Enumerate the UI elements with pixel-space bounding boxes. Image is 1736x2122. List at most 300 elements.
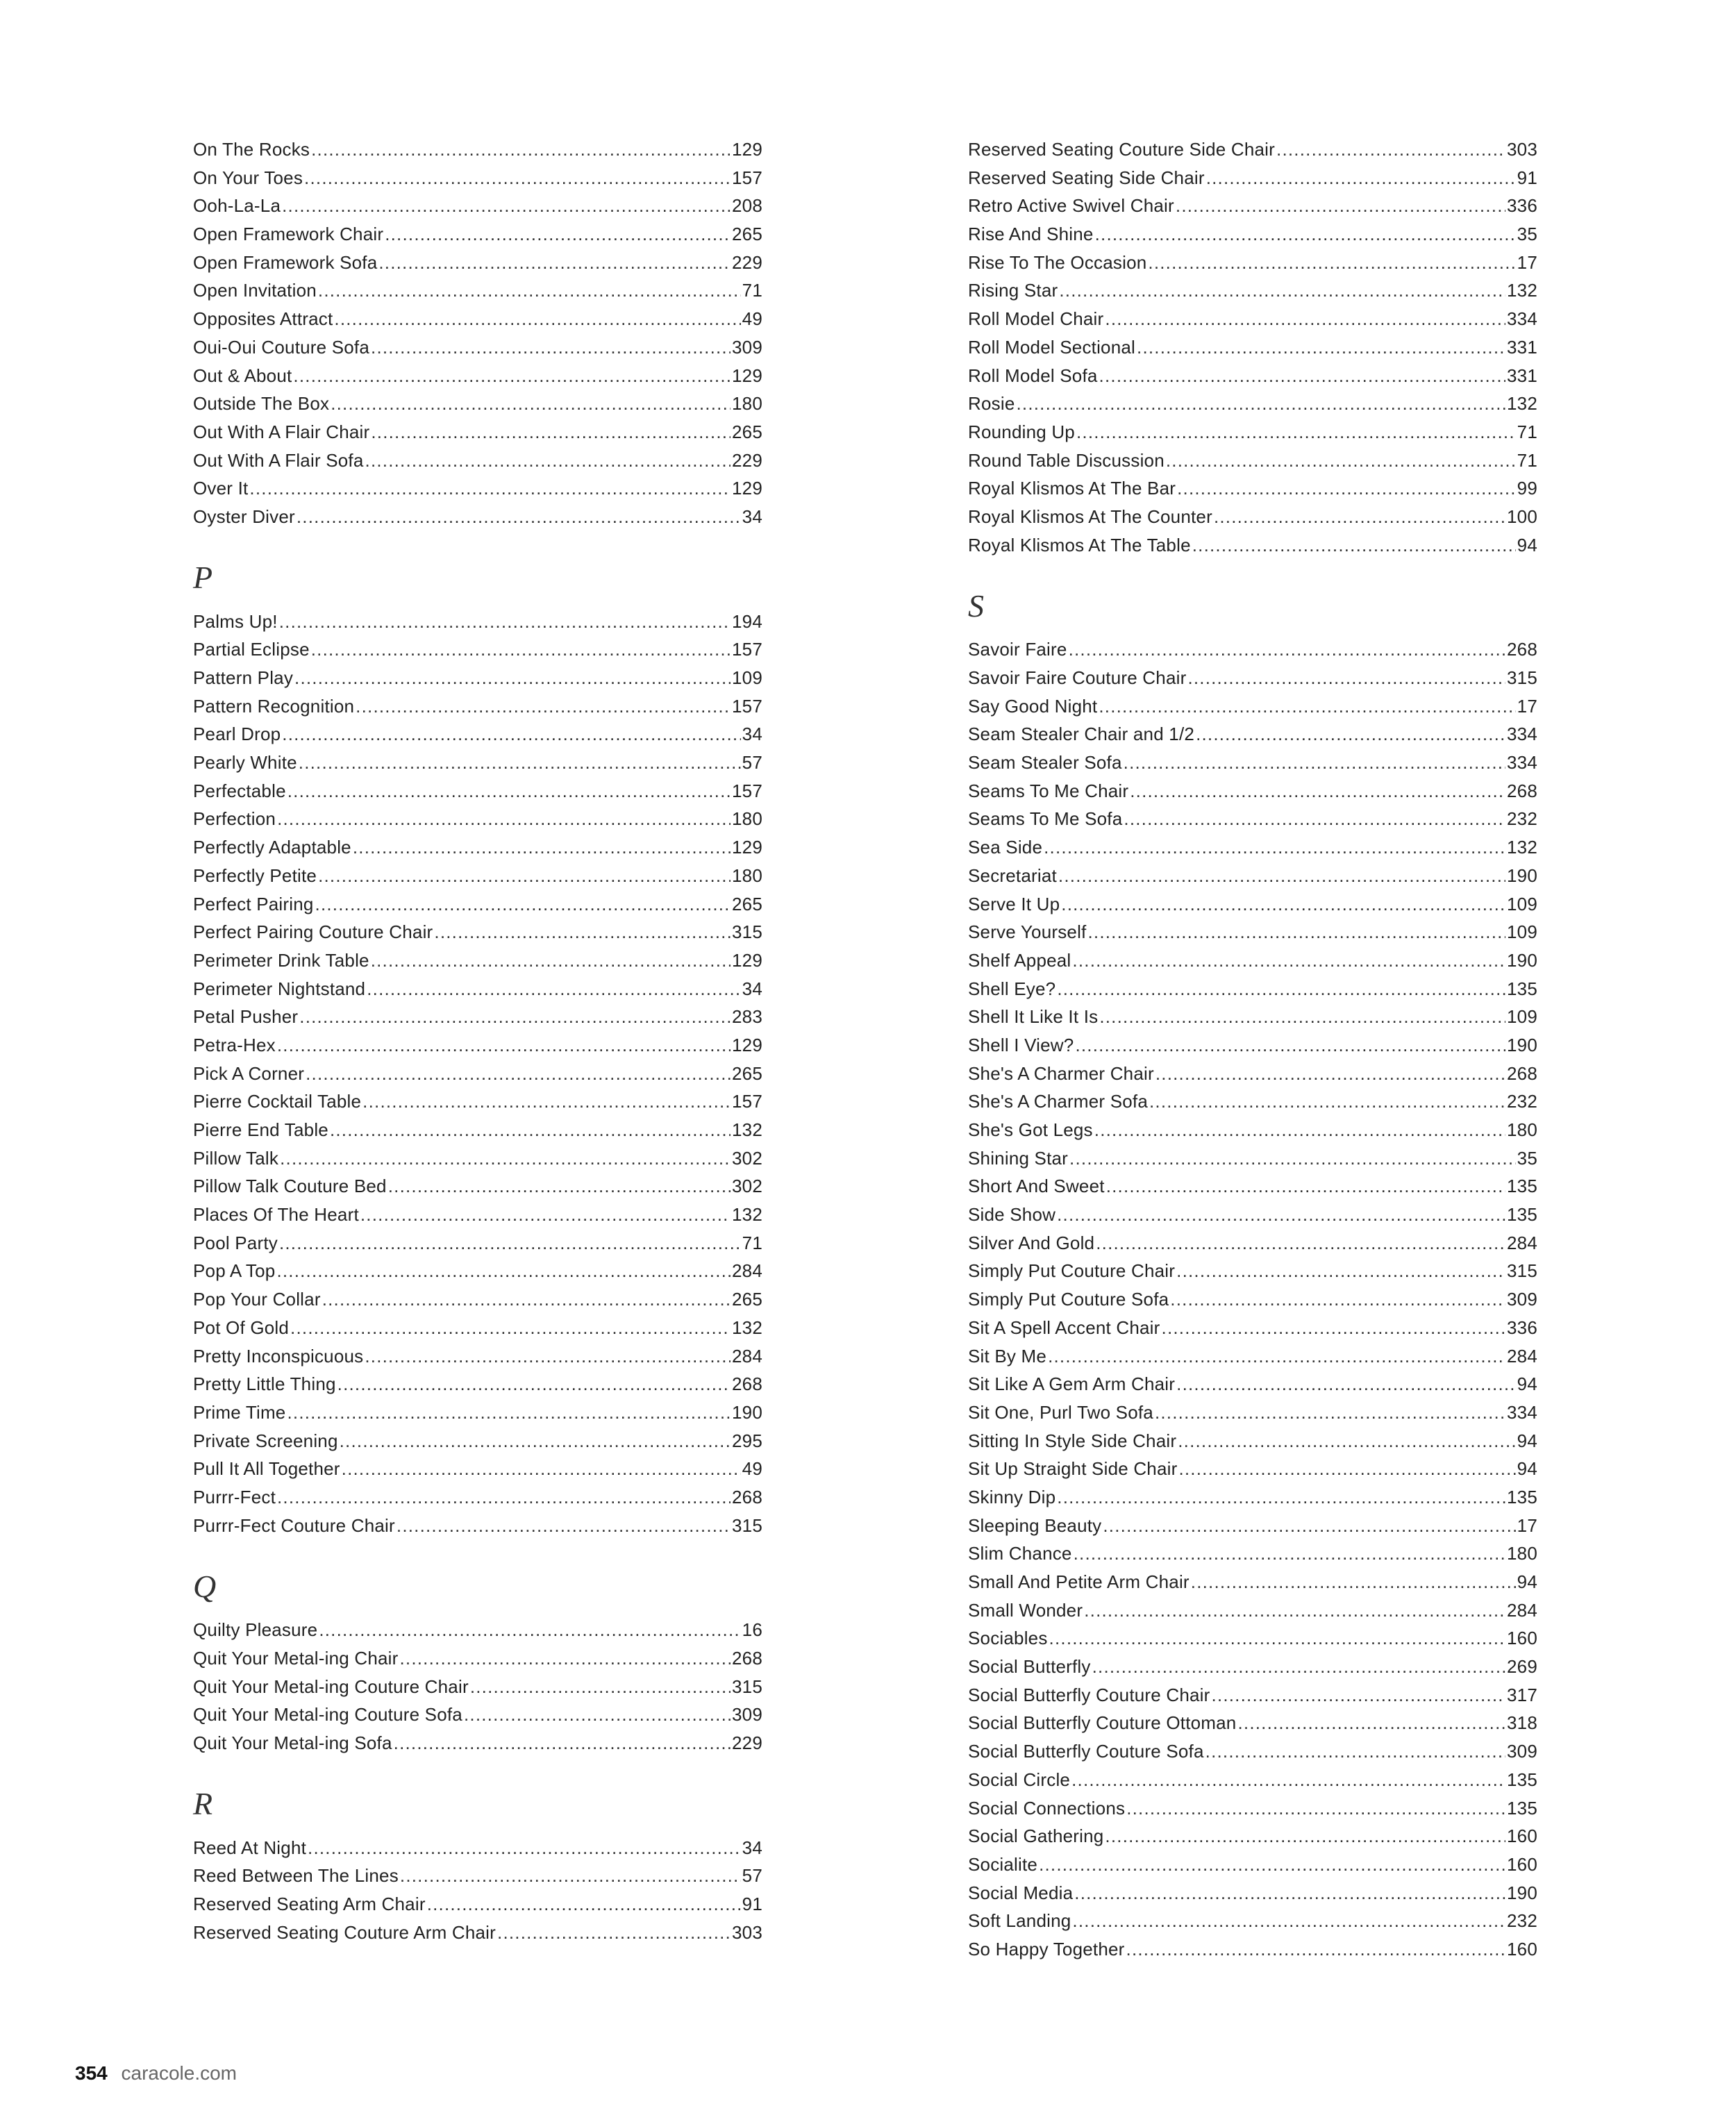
entry-name: Rounding Up <box>968 421 1075 442</box>
index-entry <box>968 393 1537 421</box>
entry-page: 268 <box>1507 780 1537 801</box>
index-entry <box>193 365 762 394</box>
entry-name: Pierre Cocktail Table <box>193 1091 362 1112</box>
dot-leader <box>279 611 731 633</box>
index-entry <box>968 1882 1537 1911</box>
index-entry <box>968 1063 1537 1092</box>
entry-page: 160 <box>1507 1853 1537 1875</box>
index-entry <box>968 1543 1537 1571</box>
entry-name: Partial Eclipse <box>193 639 310 660</box>
index-entry <box>193 337 762 365</box>
dot-leader <box>1057 1487 1505 1508</box>
dot-leader <box>1049 1628 1505 1649</box>
entry-name: Pattern Play <box>193 667 294 688</box>
dot-leader <box>290 1317 731 1339</box>
index-entry <box>968 1317 1537 1346</box>
entry-page: 160 <box>1507 1826 1537 1847</box>
entry-page: 331 <box>1507 336 1537 358</box>
dot-leader <box>1176 195 1505 217</box>
site-url: caracole.com <box>121 2062 237 2084</box>
dot-leader <box>1149 1091 1505 1112</box>
entry-page: 135 <box>1507 1797 1537 1819</box>
entry-page: 265 <box>732 1289 762 1310</box>
dot-leader <box>399 1648 731 1669</box>
entry-name: Sea Side <box>968 837 1043 858</box>
entry-page: 94 <box>1517 1458 1537 1480</box>
entry-page: 309 <box>732 336 762 358</box>
entry-name: Simply Put Couture Chair <box>968 1260 1176 1282</box>
entry-page: 94 <box>1517 534 1537 555</box>
entry-name: Over It <box>193 478 249 499</box>
entry-page: 334 <box>1507 308 1537 330</box>
entry-name: Sit One, Purl Two Sofa <box>968 1401 1153 1423</box>
dot-leader <box>362 1091 731 1112</box>
dot-leader <box>497 1922 731 1944</box>
entry-page: 129 <box>732 837 762 858</box>
index-entry <box>968 724 1537 752</box>
entry-name: Pearl Drop <box>193 724 281 745</box>
entry-page: 160 <box>1507 1628 1537 1649</box>
entry-name: Open Invitation <box>193 280 317 301</box>
entry-name: Rising Star <box>968 280 1058 301</box>
entry-page: 284 <box>1507 1345 1537 1367</box>
entry-name: Oyster Diver <box>193 506 295 527</box>
entry-page: 135 <box>1507 1486 1537 1507</box>
entry-page: 309 <box>1507 1741 1537 1762</box>
entry-page: 109 <box>1507 893 1537 914</box>
dot-leader <box>1074 1882 1505 1904</box>
index-entry <box>193 1148 762 1176</box>
entry-name: Soft Landing <box>968 1910 1071 1932</box>
index-entry <box>193 506 762 535</box>
dot-leader <box>1126 1939 1505 1960</box>
dot-leader <box>464 1704 731 1726</box>
dot-leader <box>1176 1260 1505 1282</box>
dot-leader <box>293 365 731 387</box>
entry-page: 317 <box>1507 1684 1537 1705</box>
index-column-right <box>968 139 1537 1967</box>
entry-page: 190 <box>1507 949 1537 971</box>
index-entry <box>968 780 1537 809</box>
entry-name: Say Good Night <box>968 695 1098 717</box>
entry-name: Perfectly Adaptable <box>193 837 351 858</box>
dot-leader <box>470 1676 731 1698</box>
index-entry <box>968 1346 1537 1374</box>
index-entry <box>193 1430 762 1459</box>
index-entry <box>968 167 1537 196</box>
entry-name: Roll Model Sectional <box>968 336 1136 358</box>
entry-page: 315 <box>732 1514 762 1536</box>
entry-name: Rise And Shine <box>968 224 1094 245</box>
entry-page: 109 <box>732 667 762 688</box>
dot-leader <box>1071 1769 1505 1791</box>
entry-name: Shelf Appeal <box>968 949 1071 971</box>
entry-name: Quit Your Metal-ing Sofa <box>193 1732 392 1754</box>
entry-name: Serve It Up <box>968 893 1060 914</box>
entry-name: Pattern Recognition <box>193 695 355 717</box>
entry-page: 180 <box>1507 1119 1537 1140</box>
entry-name: Short And Sweet <box>968 1176 1105 1197</box>
entry-page: 265 <box>732 1062 762 1084</box>
index-entry <box>193 1091 762 1119</box>
dot-leader <box>311 639 731 660</box>
index-entry <box>193 1676 762 1705</box>
entry-name: Seam Stealer Sofa <box>968 752 1122 774</box>
dot-leader <box>319 1619 740 1641</box>
entry-name: Shell I View? <box>968 1034 1074 1055</box>
index-entry <box>968 195 1537 224</box>
index-entry <box>193 837 762 865</box>
entry-page: 17 <box>1517 251 1537 273</box>
dot-leader <box>304 167 731 189</box>
entry-name: Petra-Hex <box>193 1034 276 1055</box>
entry-page: 49 <box>742 308 762 330</box>
entry-page: 71 <box>1517 449 1537 471</box>
entry-page: 157 <box>732 1091 762 1112</box>
entry-name: Quit Your Metal-ing Chair <box>193 1648 399 1669</box>
dot-leader <box>400 1865 741 1887</box>
index-entry <box>193 421 762 450</box>
dot-leader <box>1191 1571 1516 1593</box>
entry-page: 303 <box>732 1921 762 1943</box>
entry-page: 268 <box>732 1373 762 1395</box>
index-entry <box>968 1119 1537 1148</box>
entry-page: 268 <box>732 1486 762 1507</box>
dot-leader <box>308 1837 741 1859</box>
entry-name: Opposites Attract <box>193 308 333 330</box>
index-entry <box>968 506 1537 535</box>
page-footer <box>75 2062 237 2085</box>
index-entry <box>968 1148 1537 1176</box>
dot-leader <box>330 1119 731 1141</box>
entry-name: Reserved Seating Arm Chair <box>193 1894 426 1915</box>
entry-page: 336 <box>1507 195 1537 217</box>
entry-page: 135 <box>1507 978 1537 999</box>
entry-name: Reed At Night <box>193 1837 307 1858</box>
entry-name: Small Wonder <box>968 1599 1083 1621</box>
entry-name: Sit By Me <box>968 1345 1047 1367</box>
entry-name: Quit Your Metal-ing Couture Sofa <box>193 1704 462 1726</box>
entry-page: 99 <box>1517 478 1537 499</box>
index-entry <box>968 921 1537 950</box>
index-entry <box>968 667 1537 696</box>
entry-name: Ooh-La-La <box>193 195 281 217</box>
entry-page: 132 <box>732 1204 762 1226</box>
entry-page: 129 <box>732 139 762 160</box>
entry-page: 57 <box>742 752 762 774</box>
entry-page: 284 <box>1507 1599 1537 1621</box>
entry-page: 157 <box>732 780 762 801</box>
entry-name: Round Table Discussion <box>968 449 1165 471</box>
entry-name: Silver And Gold <box>968 1232 1095 1253</box>
dot-leader <box>299 1006 731 1028</box>
entry-page: 132 <box>1507 280 1537 301</box>
index-entry <box>193 1176 762 1204</box>
entry-name: Petal Pusher <box>193 1006 299 1028</box>
dot-leader <box>434 921 731 943</box>
index-entry <box>193 1837 762 1866</box>
dot-leader <box>282 724 740 745</box>
entry-page: 34 <box>742 1837 762 1858</box>
index-entry <box>968 1515 1537 1544</box>
entry-page: 35 <box>1517 224 1537 245</box>
index-entry <box>193 752 762 780</box>
entry-page: 265 <box>732 421 762 442</box>
entry-page: 157 <box>732 167 762 188</box>
index-entry <box>193 1894 762 1922</box>
entry-name: Sociables <box>968 1628 1048 1649</box>
entry-name: Reserved Seating Couture Side Chair <box>968 139 1276 160</box>
dot-leader <box>1124 808 1505 830</box>
dot-leader <box>279 1233 741 1254</box>
section-letter: Q <box>193 1568 217 1604</box>
entry-page: 334 <box>1507 1401 1537 1423</box>
dot-leader <box>1137 337 1505 358</box>
index-entry <box>968 1769 1537 1798</box>
index-entry <box>968 1741 1537 1769</box>
entry-name: Sit A Spell Accent Chair <box>968 1317 1160 1338</box>
dot-leader <box>1162 1317 1506 1339</box>
entry-name: Out With A Flair Chair <box>193 421 370 442</box>
index-entry <box>968 1233 1537 1261</box>
entry-name: Royal Klismos At The Counter <box>968 506 1212 527</box>
index-entry <box>968 478 1537 506</box>
entry-name: Social Butterfly Couture Ottoman <box>968 1712 1237 1734</box>
index-entry <box>193 808 762 837</box>
entry-page: 71 <box>1517 421 1537 442</box>
index-entry <box>968 1289 1537 1317</box>
dot-leader <box>1187 667 1505 689</box>
entry-name: Perfection <box>193 808 276 830</box>
entry-page: 71 <box>742 1232 762 1253</box>
index-entry <box>193 978 762 1007</box>
dot-leader <box>249 478 731 499</box>
entry-name: Palms Up! <box>193 610 278 632</box>
dot-leader <box>1096 1233 1505 1254</box>
entry-name: Pop Your Collar <box>193 1289 321 1310</box>
entry-name: Open Framework Sofa <box>193 251 378 273</box>
entry-name: Outside The Box <box>193 393 330 415</box>
dot-leader <box>1178 1458 1515 1480</box>
entry-page: 132 <box>732 1119 762 1140</box>
entry-page: 109 <box>1507 921 1537 943</box>
index-entry <box>968 978 1537 1007</box>
dot-leader <box>1196 724 1505 745</box>
index-entry <box>193 1458 762 1487</box>
entry-name: Social Butterfly Couture Sofa <box>968 1741 1204 1762</box>
dot-leader <box>1099 696 1515 717</box>
entry-page: 91 <box>742 1894 762 1915</box>
entry-page: 160 <box>1507 1938 1537 1960</box>
entry-page: 208 <box>732 195 762 217</box>
entry-page: 302 <box>732 1147 762 1169</box>
dot-leader <box>365 1346 731 1367</box>
index-entry <box>193 1233 762 1261</box>
index-entry <box>968 1006 1537 1035</box>
index-entry <box>193 894 762 922</box>
entry-name: Sitting In Style Side Chair <box>968 1430 1177 1451</box>
dot-leader <box>1106 1176 1505 1197</box>
dot-leader <box>427 1894 741 1915</box>
dot-leader <box>1192 535 1516 556</box>
index-entry <box>968 1656 1537 1685</box>
index-entry <box>193 1119 762 1148</box>
dot-leader <box>1205 1741 1505 1762</box>
index-entry <box>968 1402 1537 1430</box>
entry-page: 295 <box>732 1430 762 1451</box>
entry-page: 49 <box>742 1458 762 1480</box>
entry-name: Pretty Little Thing <box>193 1373 336 1395</box>
index-entry <box>193 1035 762 1063</box>
entry-name: Social Butterfly Couture Chair <box>968 1684 1210 1705</box>
entry-name: Pretty Inconspicuous <box>193 1345 364 1367</box>
dot-leader <box>337 1373 731 1395</box>
entry-name: Perimeter Drink Table <box>193 949 369 971</box>
entry-page: 190 <box>1507 1882 1537 1903</box>
entry-page: 129 <box>732 365 762 386</box>
index-entry <box>193 252 762 281</box>
dot-leader <box>1211 1685 1505 1706</box>
entry-name: Pool Party <box>193 1232 278 1253</box>
index-entry <box>968 1910 1537 1939</box>
index-entry <box>968 139 1537 167</box>
entry-name: Social Media <box>968 1882 1074 1903</box>
index-entry <box>968 280 1537 308</box>
entry-page: 157 <box>732 695 762 717</box>
dot-leader <box>1155 1063 1505 1085</box>
entry-page: 180 <box>732 864 762 886</box>
entry-page: 190 <box>732 1401 762 1423</box>
dot-leader <box>1072 950 1505 971</box>
entry-name: Rise To The Occasion <box>968 251 1147 273</box>
dot-leader <box>388 1176 731 1197</box>
entry-page: 135 <box>1507 1176 1537 1197</box>
dot-leader <box>1087 921 1505 943</box>
dot-leader <box>318 865 731 887</box>
index-entry <box>193 1515 762 1544</box>
entry-name: Places Of The Heart <box>193 1204 359 1226</box>
entry-page: 268 <box>1507 1062 1537 1084</box>
entry-page: 315 <box>1507 667 1537 688</box>
entry-name: Prime Time <box>193 1401 286 1423</box>
dot-leader <box>1155 1402 1505 1423</box>
entry-name: Out With A Flair Sofa <box>193 449 364 471</box>
dot-leader <box>1095 224 1516 245</box>
dot-leader <box>1099 365 1505 387</box>
entry-page: 100 <box>1507 506 1537 527</box>
dot-leader <box>277 808 731 830</box>
entry-name: Savoir Faire Couture Chair <box>968 667 1187 688</box>
dot-leader <box>342 1458 741 1480</box>
index-entry <box>968 1204 1537 1233</box>
dot-leader <box>378 252 731 274</box>
entry-name: On The Rocks <box>193 139 310 160</box>
dot-leader <box>1084 1600 1505 1621</box>
dot-leader <box>1237 1712 1505 1734</box>
dot-leader <box>1044 837 1505 858</box>
dot-leader <box>1057 978 1505 1000</box>
entry-name: On Your Toes <box>193 167 303 188</box>
index-entry <box>193 1204 762 1233</box>
index-entry <box>193 1619 762 1648</box>
entry-name: Pillow Talk <box>193 1147 279 1169</box>
entry-name: Reed Between The Lines <box>193 1865 399 1887</box>
entry-name: Pearly White <box>193 752 297 774</box>
dot-leader <box>1206 167 1516 189</box>
entry-page: 190 <box>1507 864 1537 886</box>
entry-name: Quit Your Metal-ing Couture Chair <box>193 1676 469 1697</box>
entry-name: Seam Stealer Chair and 1/2 <box>968 724 1195 745</box>
dot-leader <box>1072 1910 1505 1932</box>
dot-leader <box>1092 1656 1505 1678</box>
entry-name: Oui-Oui Couture Sofa <box>193 336 370 358</box>
entry-page: 229 <box>732 1732 762 1754</box>
entry-name: Serve Yourself <box>968 921 1087 943</box>
entry-page: 91 <box>1517 167 1537 188</box>
entry-name: Royal Klismos At The Table <box>968 534 1191 555</box>
entry-page: 302 <box>732 1176 762 1197</box>
dot-leader <box>1069 639 1505 660</box>
index-entry <box>193 1317 762 1346</box>
index-entry <box>193 1006 762 1035</box>
dot-leader <box>1105 308 1505 330</box>
dot-leader <box>1016 393 1505 415</box>
entry-page: 180 <box>732 393 762 415</box>
dot-leader <box>287 780 731 802</box>
index-entry <box>968 1487 1537 1515</box>
entry-page: 284 <box>1507 1232 1537 1253</box>
dot-leader <box>1094 1119 1505 1141</box>
entry-page: 309 <box>732 1704 762 1726</box>
entry-name: Perfect Pairing Couture Chair <box>193 921 433 943</box>
entry-name: Social Circle <box>968 1769 1071 1790</box>
entry-page: 35 <box>1517 1147 1537 1169</box>
entry-name: Perfect Pairing <box>193 893 314 914</box>
entry-page: 334 <box>1507 752 1537 774</box>
entry-page: 34 <box>742 724 762 745</box>
dot-leader <box>397 1515 731 1537</box>
dot-leader <box>1069 1148 1516 1169</box>
entry-name: Slim Chance <box>968 1543 1072 1564</box>
index-entry <box>968 639 1537 667</box>
entry-name: Pot Of Gold <box>193 1317 290 1338</box>
index-entry <box>968 1430 1537 1459</box>
dot-leader <box>1057 1204 1505 1226</box>
entry-page: 315 <box>732 921 762 943</box>
entry-name: Social Butterfly <box>968 1656 1091 1678</box>
entry-name: Out & About <box>193 365 292 386</box>
dot-leader <box>1177 478 1516 499</box>
index-entry <box>968 837 1537 865</box>
dot-leader <box>371 421 731 443</box>
entry-page: 331 <box>1507 365 1537 386</box>
entry-name: Reserved Seating Side Chair <box>968 167 1205 188</box>
entry-name: Quilty Pleasure <box>193 1619 318 1641</box>
entry-name: Shell It Like It Is <box>968 1006 1099 1028</box>
entry-name: Social Gathering <box>968 1826 1104 1847</box>
entry-page: 336 <box>1507 1317 1537 1338</box>
index-entry <box>193 224 762 252</box>
index-entry <box>968 1712 1537 1741</box>
entry-name: Pull It All Together <box>193 1458 340 1480</box>
entry-name: Seams To Me Chair <box>968 780 1129 801</box>
dot-leader <box>367 978 740 1000</box>
index-entry <box>968 1260 1537 1289</box>
index-entry <box>968 535 1537 563</box>
entry-page: 180 <box>1507 1543 1537 1564</box>
entry-page: 229 <box>732 449 762 471</box>
entry-page: 132 <box>1507 837 1537 858</box>
